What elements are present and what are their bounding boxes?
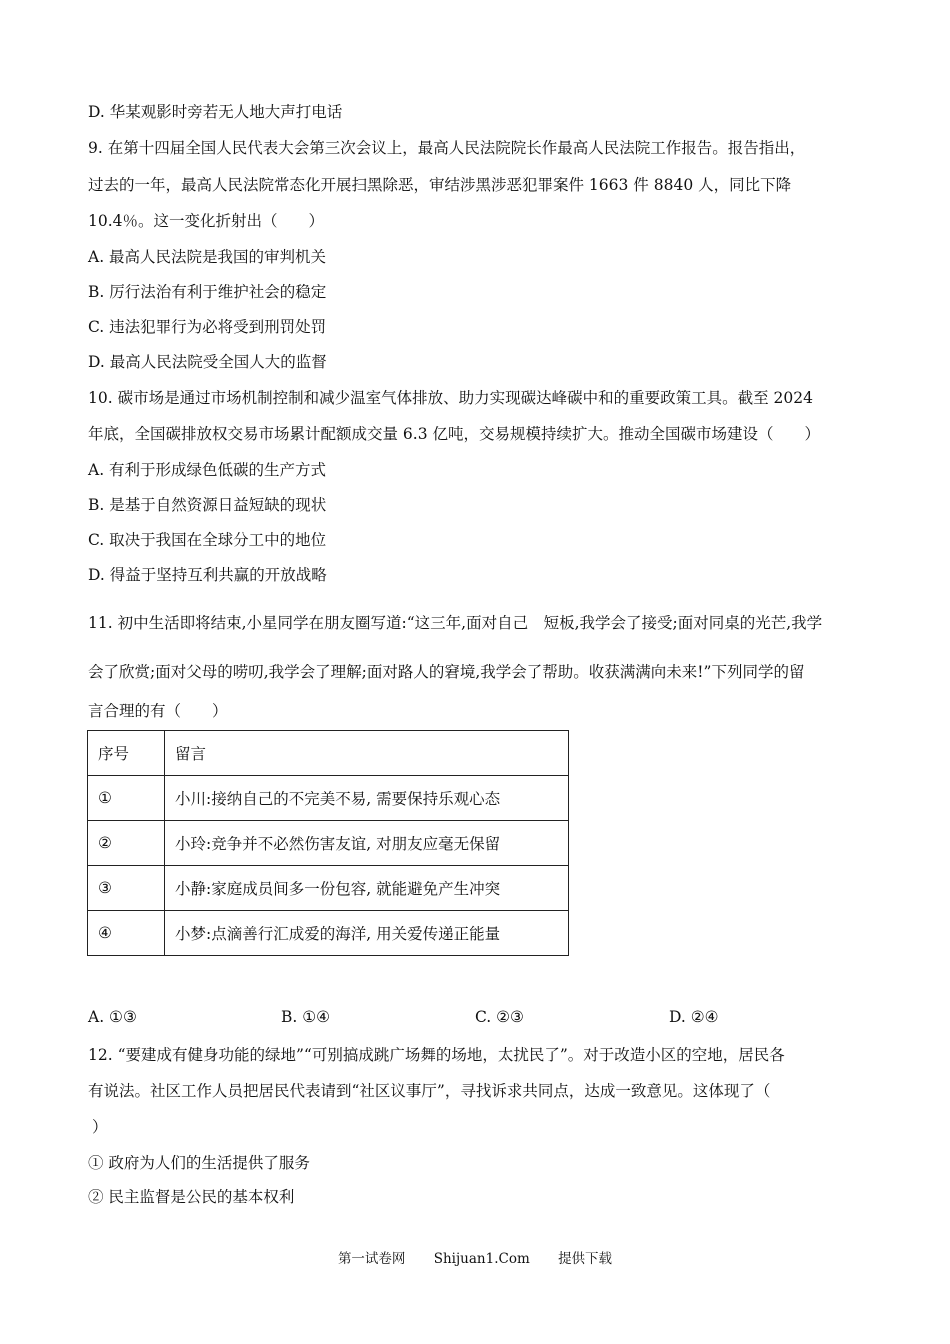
q11-option-d: D. ②④ bbox=[669, 1008, 719, 1026]
q9-stem-line-1: 9. 在第十四届全国人民代表大会第三次会议上，最高人民法院院长作最高人民法院工作报告。报告指出， bbox=[88, 139, 806, 157]
table-header-index: 序号 bbox=[88, 731, 165, 776]
q9-option-d: D. 最高人民法院受全国人大的监督 bbox=[88, 353, 327, 371]
q11-stem-line-2: 会了欣赏;面对父母的唠叨,我学会了理解;面对路人的窘境,我学会了帮助。收获满满向未来!”下列同学的留 bbox=[88, 663, 805, 681]
footer-tail: 提供下载 bbox=[558, 1251, 613, 1267]
q8-option-d: D. 华某观影时旁若无人地大声打电话 bbox=[88, 103, 343, 121]
table-row bbox=[88, 776, 569, 821]
q10-stem-line-1: 10. 碳市场是通过市场机制控制和减少温室气体排放、助力实现碳达峰碳中和的重要政策工具。截至 2024 bbox=[88, 389, 813, 407]
table-cell-message: 小梦:点滴善行汇成爱的海洋, 用关爱传递正能量 bbox=[165, 911, 569, 956]
footer-site-name: 第一试卷网 bbox=[337, 1251, 406, 1267]
table-cell-index: ② bbox=[88, 821, 165, 866]
q11-message-table bbox=[87, 730, 569, 956]
table-cell-index: ③ bbox=[88, 866, 165, 911]
q9-stem-line-3: 10.4％。这一变化折射出（ ） bbox=[88, 212, 325, 230]
q12-stem-line-1: 12. “要建成有健身功能的绿地”“可别搞成跳广场舞的场地，太扰民了”。对于改造小区的空地，居民各 bbox=[88, 1046, 785, 1064]
table-row bbox=[88, 911, 569, 956]
q9-option-b: B. 厉行法治有利于维护社会的稳定 bbox=[88, 283, 327, 301]
q10-option-d: D. 得益于坚持互利共赢的开放战略 bbox=[88, 566, 327, 584]
q10-option-b: B. 是基于自然资源日益短缺的现状 bbox=[88, 496, 327, 514]
table-row bbox=[88, 821, 569, 866]
q12-stem-line-3: ） bbox=[92, 1118, 108, 1136]
page-footer bbox=[0, 1247, 950, 1267]
q11-stem-line-1: 11. 初中生活即将结束,小星同学在朋友圈写道:“这三年,面对自己 短板,我学会了接受;面对同桌的光芒,我学 bbox=[88, 614, 823, 632]
q11-option-b: B. ①④ bbox=[281, 1008, 331, 1026]
table-cell-index: ④ bbox=[88, 911, 165, 956]
q9-option-c: C. 违法犯罪行为必将受到刑罚处罚 bbox=[88, 318, 327, 336]
table-cell-message: 小静:家庭成员间多一份包容, 就能避免产生冲突 bbox=[165, 866, 569, 911]
q10-stem-line-2: 年底，全国碳排放权交易市场累计配额成交量 6.3 亿吨，交易规模持续扩大。推动全国碳市场建设（ ） bbox=[88, 425, 821, 443]
q12-statement-1: ① 政府为人们的生活提供了服务 bbox=[88, 1154, 310, 1172]
q9-option-a: A. 最高人民法院是我国的审判机关 bbox=[88, 248, 327, 266]
q11-option-c: C. ②③ bbox=[475, 1008, 524, 1026]
table-cell-index: ① bbox=[88, 776, 165, 821]
table-cell-message: 小川:接纳自己的不完美不易, 需要保持乐观心态 bbox=[165, 776, 569, 821]
footer-domain: Shijuan1.Com bbox=[433, 1251, 530, 1267]
q12-statement-2: ② 民主监督是公民的基本权利 bbox=[88, 1188, 295, 1206]
q11-stem-line-3: 言合理的有（ ） bbox=[88, 702, 228, 720]
q9-stem-line-2: 过去的一年，最高人民法院常态化开展扫黑除恶，审结涉黑涉恶犯罪案件 1663 件 8840 人，同比下降 bbox=[88, 176, 792, 194]
table-row bbox=[88, 866, 569, 911]
q10-option-a: A. 有利于形成绿色低碳的生产方式 bbox=[88, 461, 327, 479]
table-header-row bbox=[88, 731, 569, 776]
q11-option-a: A. ①③ bbox=[88, 1008, 137, 1026]
table-cell-message: 小玲:竞争并不必然伤害友谊, 对朋友应毫无保留 bbox=[165, 821, 569, 866]
q12-stem-line-2: 有说法。社区工作人员把居民代表请到“社区议事厅”，寻找诉求共同点，达成一致意见。这体现了（ bbox=[88, 1082, 771, 1100]
table-header-message: 留言 bbox=[165, 731, 569, 776]
q10-option-c: C. 取决于我国在全球分工中的地位 bbox=[88, 531, 327, 549]
